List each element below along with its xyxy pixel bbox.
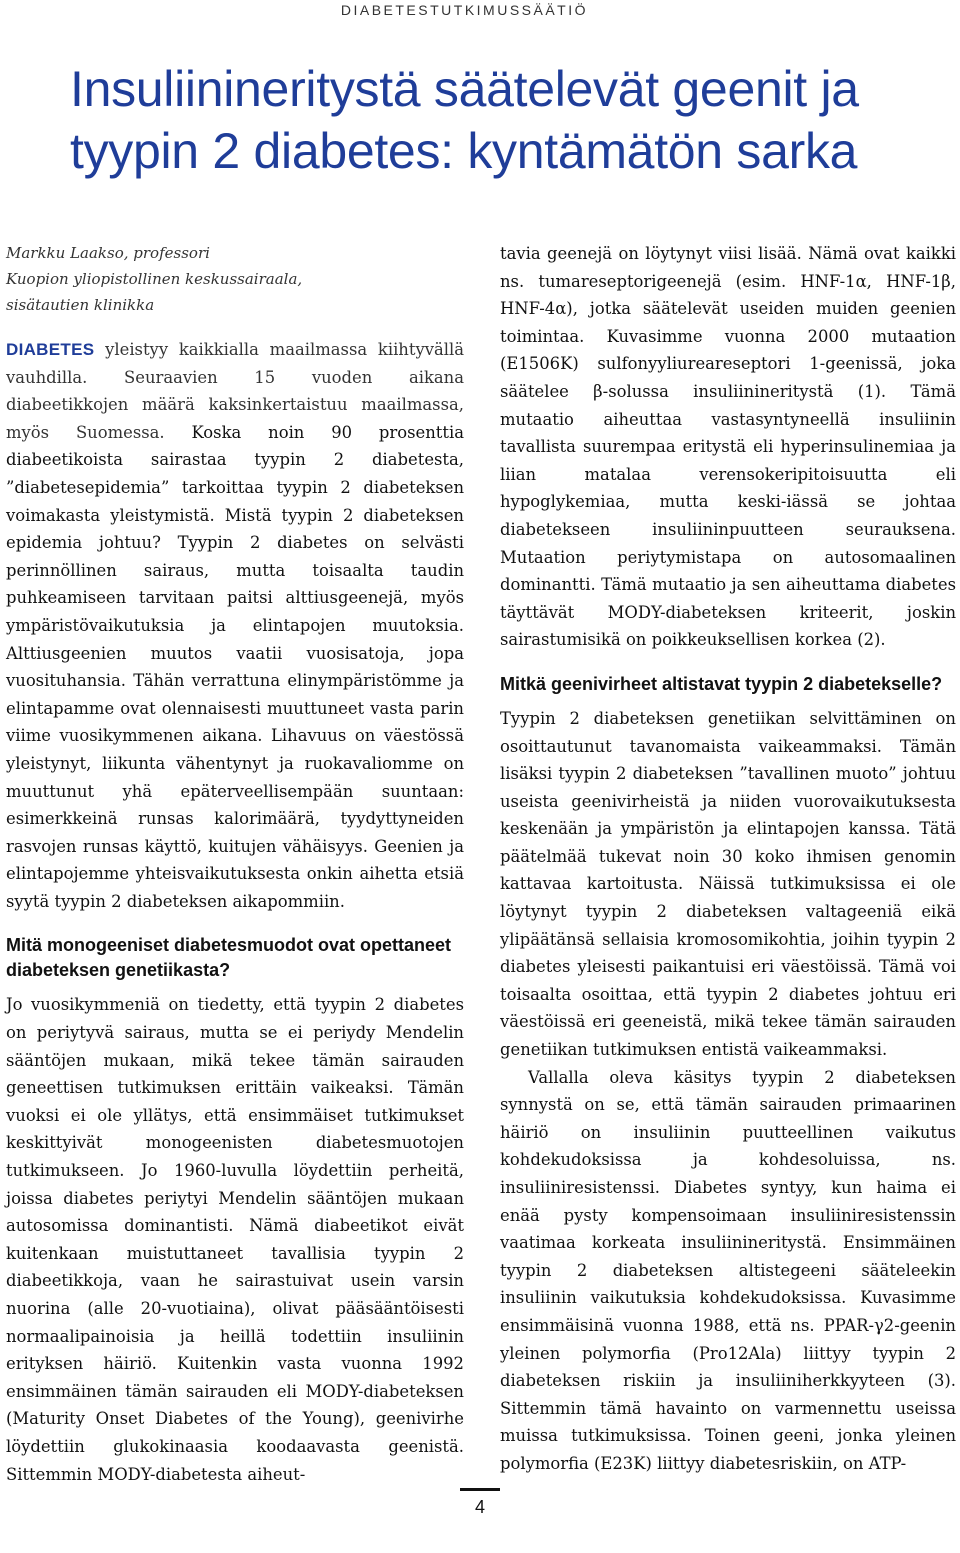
left-column: [6, 240, 464, 1488]
intro-body: Koska noin 90 prosenttia diabeetikoista sairastaa tyypin 2 diabetesta, ”diabetesepidemia” tarkoittaa tyypin 2 diabeteksen voimakasta yleistymistä. Mistä tyypin 2 diabeteksen epidemia johtuu? Tyypin 2 diabetes on selvästi perinnöllinen sairaus, mutta toisaalta taudin puhkeamiseen tarvitaan paitsi alttiusgeenejä, myös ympäristövaikutuksia ja elintapojen muutoksia. Alttiusgeenien muutos vaatii vuosisatoja, jopa vuosituhansia. Tähän verrattuna elinympäristömme ja elintapamme ovat olennaisesti muuttuneet vasta parin viime vuosikymmenen aikana. Lihavuus on väestössä yleistynyt, liikunta vähentynyt ja ruokavaliomme on muuttunut yhä epäterveellisempään suuntaan: esimerkkeinä runsas kalorimäärä, tyydyttyneiden rasvojen runsas käyttö, kuitujen vähäisyys. Geenien ja elintapojemme yhteisvaikutuksesta onkin aihetta etsiä syytä tyypin 2 diabeteksen aikapommiin.: [6, 422, 464, 911]
article-title: Insuliinineritystä säätelevät geenit ja tyypin 2 diabetes: kyntämätön sarka: [70, 61, 859, 179]
paragraph-monogenic: Jo vuosikymmeniä on tiedetty, että tyypin 2 diabetes on periytyvä sairaus, mutta se ei periydy Mendelin sääntöjen mukaan, mikä tekee tämän sairauden geneettisen tutkimuksen erittäin vaikeaksi. Tämän vuoksi ei ole yllätys, että ensimmäiset tutkimukset keskittyivät monogeenisten diabetesmuotojen tutkimukseen. Jo 1960-luvulla löydettiin perheitä, joissa diabetes periytyi Mendelin sääntöjen mukaan autosomissa dominantisti. Nämä diabeetikot eivät kuitenkaan muistuttaneet tavallisia tyypin 2 diabeetikkoja, vaan he sairastuivat usein varsin nuorina (alle 20-vuotiaina), olivat pääsääntöisesti normaalipainoisia ja heillä todettiin insuliinin erityksen häiriö. Kuitenkin vasta vuonna 1992 ensimmäinen tämän sairauden eli MODY-diabeteksen (Maturity Onset Diabetes of the Young), geenivirhe löydettiin glukokinaasia koodaavasta geenistä. Sittemmin MODY-diabetesta aiheut-: [6, 995, 464, 1484]
author-affiliation-1: Kuopion yliopistollinen keskussairaala,: [6, 270, 303, 288]
page-number-rule: [460, 1488, 500, 1491]
lead-word: DIABETES: [6, 340, 95, 359]
author-name: Markku Laakso, professori: [6, 244, 210, 262]
paragraph-genetics: Tyypin 2 diabeteksen genetiikan selvittäminen on osoittautunut tavanomaista vaikeammaksi. Tämän lisäksi tyypin 2 diabeteksen ”tavallinen muoto” johtuu useista geenivirheistä ja niiden vuorovaikutuksesta keskenään ja ympäristön ja elintapojen kanssa. Tätä päätelmää tukevat noin 30 koko ihmisen genomin kattavaa kartoitusta. Näissä tutkimuksissa ei ole löytynyt tyypin 2 diabeteksen valtageeniä eikä ylipäätänsä sellaisia kromosomikohtia, joihin tyypin 2 diabetes yleisesti paikantuisi eri väestöissä. Tämä voi toisaalta osoittaa, että tyypin 2 diabetes johtuu eri väestöissä eri geeneistä, mikä tekee tämän sairauden genetiikan tutkimuksen entistä vaikeammaksi.: [500, 708, 956, 1060]
page-number: [456, 1488, 504, 1518]
section-label: DIABETESTUTKIMUSSÄÄTIÖ: [340, 2, 588, 18]
paragraph-mody-continued: tavia geenejä on löytynyt viisi lisää. Nämä ovat kaikki ns. tumareseptorigeenejä (esim. HNF-1α, HNF-1β, HNF-4α), jotka säätelevät useiden muiden geenien toimintaa. Kuvasimme vuonna 2000 mutaation (E1506K) sulfonyyliureareseptori 1-geenissä, joka säätelee β-solussa insuliinineritystä (1). Tämä mutaatio aiheuttaa vastasyntyneellä insuliinin tavallista suurempaa eritystä eli hyperinsulinemiaa ja liian matalaa verensokeripitoisuutta eli hypoglykemiaa, mutta keski-iässä se johtaa diabetekseen insuliininpuutteen seurauksena. Mutaation periytymistapa on autosomaalinen dominantti. Tämä mutaatio ja sen aiheuttama diabetes täyttävät MODY-diabeteksen kriteerit, joskin sairastumisikä on poikkeuksellisen korkea (2).: [500, 244, 956, 650]
subheading-monogenic: Mitä monogeeniset diabetesmuodot ovat opettaneet diabeteksen genetiikasta?: [6, 935, 452, 981]
paragraph-insulin-resistance: Vallalla oleva käsitys tyypin 2 diabeteksen synnystä on se, että tämän sairauden primaarinen häiriö on insuliinin puutteellinen vaikutus kohdekudoksissa ja kohdesoluissa, ns. insuliiniresistenssi. Diabetes syntyy, kun haima ei enää pysty kompensoimaan insuliiniresistenssin vaatimaa korkeata insuliinineritystä. Ensimmäinen tyypin 2 diabeteksen altistegeeni sääteleekin insuliinin vaikutuksia kohdekudoksissa. Kuvasimme ensimmäisinä vuonna 1988, että ns. PPAR-γ2-geenin yleinen polymorfia (Pro12Ala) liittyy tyypin 2 diabeteksen riskiin ja insuliiniherkkyyteen (3). Sittemmin tämä havainto on varmennettu useissa muissa tutkimuksissa. Toinen geeni, jonka yleinen polymorfia (E23K) liittyy diabetesriskiin, on ATP-: [500, 1067, 956, 1473]
right-column: [500, 240, 956, 1478]
page-number-text: 4: [474, 1497, 485, 1517]
lead-sentence: yleistyy kaikkialla maailmassa kiihtyvällä vauhdilla. Seuraavien 15 vuoden aikana diabeetikkojen määrä kaksinkertaistuu maailmassa, myös Suomessa.: [6, 340, 464, 442]
subheading-gene-defects: Mitkä geenivirheet altistavat tyypin 2 diabetekselle?: [500, 673, 943, 694]
author-affiliation-2: sisätautien klinikka: [6, 296, 155, 314]
author-block: [6, 240, 464, 318]
intro-paragraph: [6, 336, 464, 915]
